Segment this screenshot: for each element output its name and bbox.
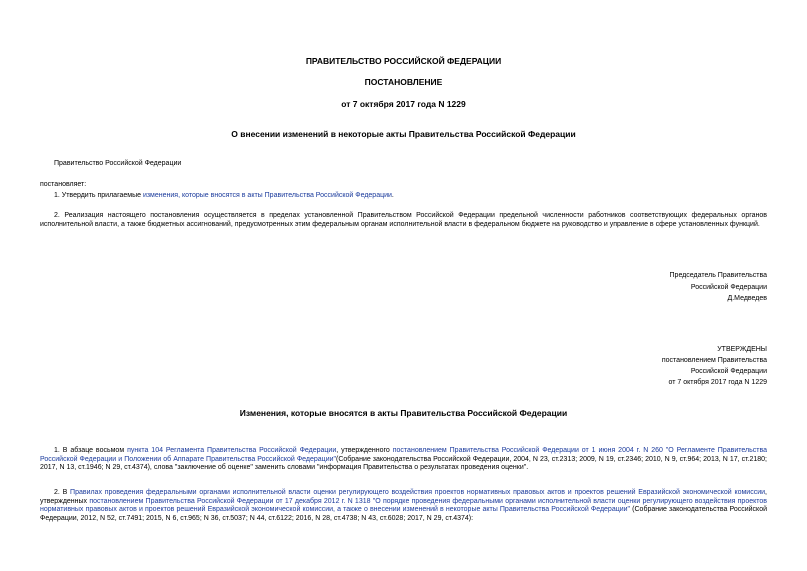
signature-name: Д.Медведев bbox=[727, 295, 767, 302]
resolution-260-link[interactable]: постановлением Правительства Российской Федерации от 1 июня 2004 г. N 260 "О Регламенте Правительства Российской Федерации и Положении об Аппарате Правительства Российской Федерации" bbox=[40, 447, 767, 463]
changes-link[interactable]: изменения, которые вносятся в акты Правительства Российской Федерации bbox=[142, 192, 392, 199]
resolution-1318-link[interactable]: постановлением Правительства Российской Федерации от 17 декабря 2012 г. N 1318 "О порядке проведения федеральными органами исполнительной власти оценки регулирующего воздействия проектов нормативных правовых актов и проектов решений Евразийской экономической комиссии, а также о внесении изменений в некоторые акты Правительства Российской Федерации" bbox=[40, 497, 767, 514]
rules-link[interactable]: Правилах проведения федеральными органами исполнительной власти оценки регулирующего воздействия проектов нормативных правовых актов и проектов решений Евразийской экономической комиссии bbox=[70, 489, 766, 496]
regulation-point-link[interactable]: пункта 104 Регламента Правительства Российской Федерации bbox=[127, 447, 337, 454]
change-2-text-b: , утвержденных bbox=[40, 489, 767, 505]
paragraph-1-suffix: . bbox=[391, 192, 394, 199]
government-heading: ПРАВИТЕЛЬСТВО РОССИЙСКОЙ ФЕДЕРАЦИИ bbox=[305, 56, 502, 66]
change-2-text-c: (Собрание законодательства Российской Федерации, 2012, N 52, ст.7491; 2015, N 6, ст.965; N 36, ст.5037; N 44, ст.6122; 2016, N 28, ст.4738; N 43, ст.6028; 2017, N 29, ст.4374): bbox=[40, 506, 768, 522]
change-paragraph-2 bbox=[40, 489, 767, 523]
resolves-word: постановляет: bbox=[40, 181, 87, 188]
change-paragraph-1 bbox=[40, 447, 767, 473]
document-title: О внесении изменений в некоторые акты Правительства Российской Федерации bbox=[231, 129, 576, 139]
approval-by: постановлением Правительства bbox=[661, 357, 767, 364]
paragraph-1-prefix: 1. Утвердить прилагаемые bbox=[54, 192, 143, 199]
signature-country: Российской Федерации bbox=[690, 284, 767, 291]
change-1-text-a: 1. В абзаце восьмом bbox=[54, 447, 128, 454]
change-1-text-b: , утвержденного bbox=[336, 447, 393, 454]
signature-position: Председатель Правительства bbox=[669, 272, 767, 279]
document-date: от 7 октября 2017 года N 1229 bbox=[341, 99, 466, 109]
approval-country: Российской Федерации bbox=[690, 368, 767, 375]
document-type: ПОСТАНОВЛЕНИЕ bbox=[364, 77, 443, 87]
approval-date: от 7 октября 2017 года N 1229 bbox=[668, 379, 767, 386]
change-2-text-a: 2. В bbox=[54, 489, 71, 496]
issuer: Правительство Российской Федерации bbox=[54, 160, 182, 167]
approval-stamp: УТВЕРЖДЕНЫ bbox=[717, 346, 767, 353]
changes-title: Изменения, которые вносятся в акты Правительства Российской Федерации bbox=[239, 408, 568, 418]
paragraph-2 bbox=[40, 212, 767, 229]
paragraph-1 bbox=[54, 192, 394, 201]
paragraph-2-text: 2. Реализация настоящего постановления осуществляется в пределах установленной Правительством Российской Федерации предельной численности работников соответствующих федеральных органов исполнительной власти, а также бюджетных ассигнований, предусмотренных этим федеральным органам исполнительной власти в федеральном бюджете на руководство и управление в сфере установленных функций. bbox=[40, 212, 767, 228]
change-1-text-c: (Собрание законодательства Российской Федерации, 2004, N 23, ст.2313; 2009, N 19, ст.2346; 2010, N 9, ст.964; 2013, N 17, ст.2180; 2017, N 13, ст.1946; N 29, ст.4374), слова "заключение об оценке" заменить словами "информация Правительства о результатах проведения оценки". bbox=[40, 455, 767, 472]
